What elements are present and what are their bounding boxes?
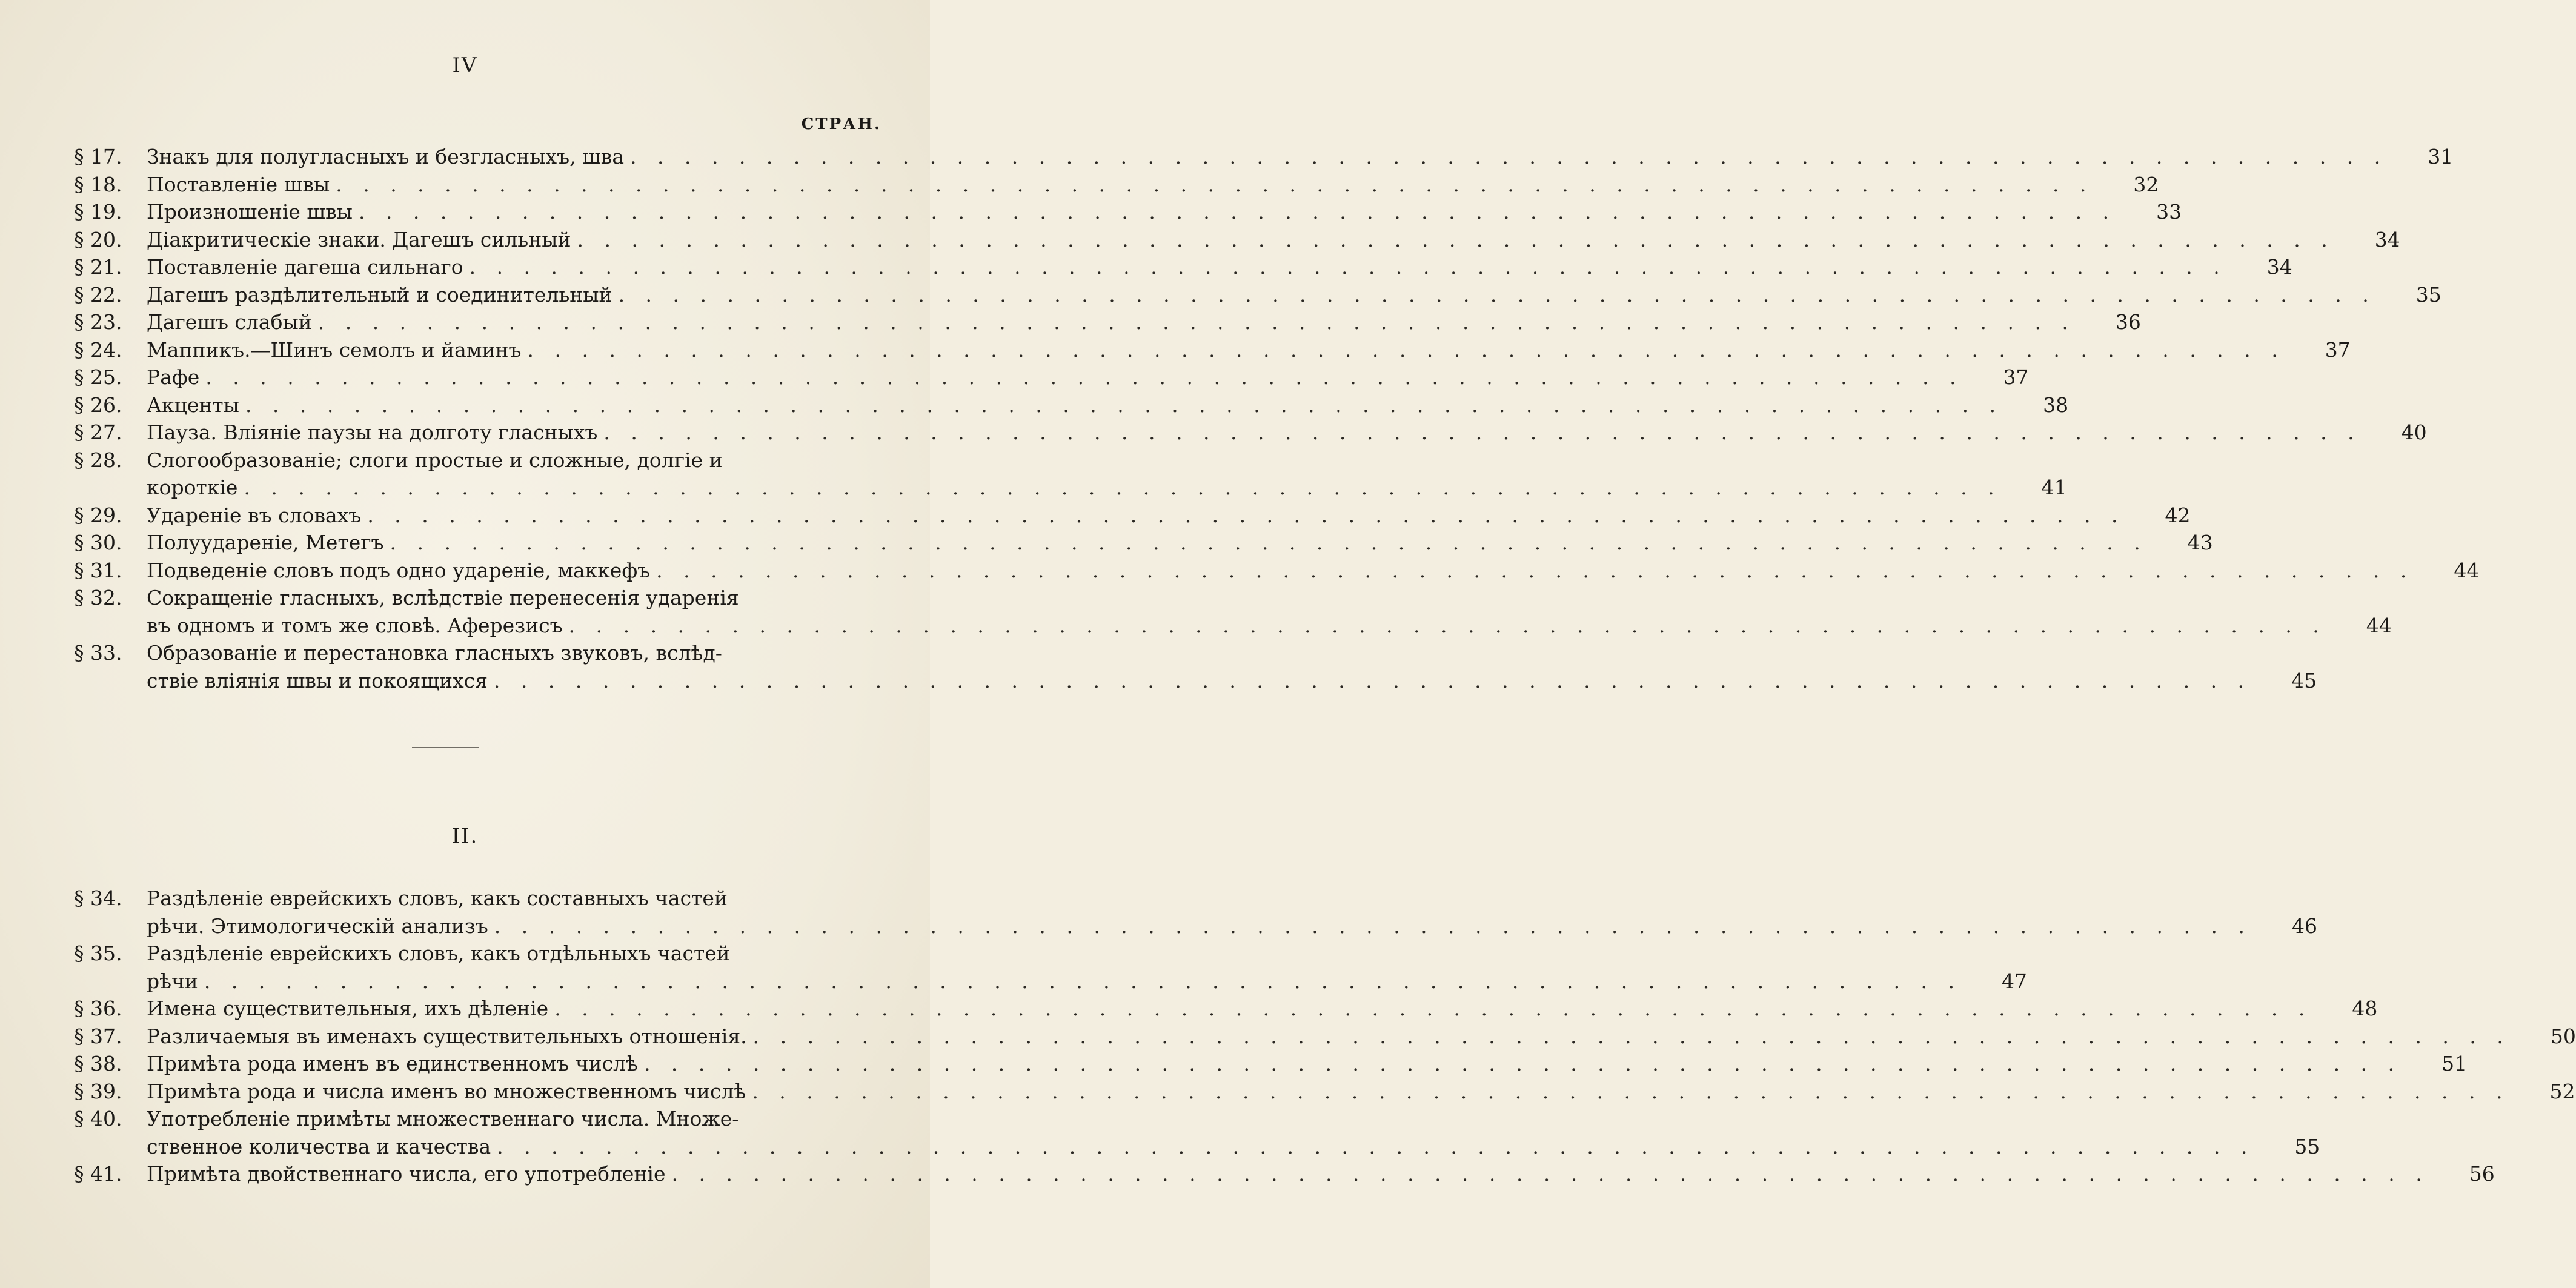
toc-entry-body — [147, 198, 2182, 226]
toc-title-line — [147, 198, 2116, 226]
toc-title-text: рѣчи. Этимологическій анализъ — [147, 914, 488, 938]
toc-title-line — [147, 1023, 2511, 1051]
toc-title-text: Поставленіе дагеша сильнаго — [147, 255, 463, 279]
table-of-contents-part-two — [74, 885, 2576, 1188]
toc-page-number: 47 — [2002, 969, 2028, 993]
toc-title-line — [147, 995, 2312, 1023]
toc-dot-leader — [312, 308, 2076, 336]
toc-page-number: 50 — [2550, 1024, 2576, 1048]
toc-page-number: 31 — [2428, 145, 2454, 168]
toc-section-number: § 37. — [74, 1024, 122, 1048]
toc-entry-body — [147, 584, 2392, 639]
toc-dot-leader — [522, 336, 2285, 364]
toc-entry-body — [147, 557, 2479, 585]
toc-entry-body — [147, 1105, 2320, 1160]
toc-title-line — [147, 667, 2251, 695]
toc-title-line — [147, 281, 2376, 309]
toc-dot-leader — [384, 529, 2148, 557]
toc-page-number: 33 — [2156, 200, 2182, 224]
part-number: II. — [451, 824, 479, 848]
toc-entry — [74, 419, 2427, 446]
toc-title-text: Полуудареніе, Метегъ — [147, 531, 384, 554]
toc-title-text: Діакритическіе знаки. Дагешъ сильный — [147, 227, 571, 251]
toc-page-number: 48 — [2352, 997, 2378, 1020]
toc-entry-body — [147, 446, 2067, 502]
table-of-contents-part-one — [74, 143, 2480, 694]
toc-page-number: 46 — [2291, 914, 2317, 938]
toc-page-number: 37 — [2003, 365, 2029, 389]
toc-title-line — [147, 502, 2125, 529]
toc-title-text: Пауза. Вліяніе паузы на долготу гласныхъ — [147, 420, 598, 444]
toc-entry — [74, 502, 2191, 529]
toc-section-number: § 27. — [74, 420, 122, 444]
toc-title-line — [147, 612, 2326, 640]
page-number: IV — [452, 53, 478, 78]
toc-dot-leader — [746, 1078, 2509, 1106]
toc-title-line — [147, 363, 1963, 391]
toc-entry — [74, 1050, 2468, 1078]
toc-dot-leader — [548, 995, 2312, 1023]
toc-entry-body — [147, 995, 2377, 1023]
toc-title-line — [147, 968, 1962, 995]
toc-entry-body — [147, 171, 2159, 199]
toc-section-number: § 19. — [74, 200, 122, 224]
toc-dot-leader — [361, 502, 2125, 529]
toc-title-line — [147, 529, 2148, 557]
toc-dot-leader — [650, 557, 2414, 585]
toc-section-number: § 35. — [74, 941, 122, 965]
toc-title-text: Имена существительныя, ихъ дѣленіе — [147, 997, 549, 1020]
toc-dot-leader — [563, 612, 2326, 640]
toc-entry — [74, 639, 2317, 694]
toc-dot-leader — [488, 912, 2252, 940]
toc-page-number: 42 — [2165, 503, 2191, 527]
toc-title-text: короткіе — [147, 476, 238, 499]
toc-dot-leader — [571, 226, 2335, 254]
toc-entry-body — [147, 1160, 2495, 1188]
toc-title-text: Слогообразованіе; слоги простые и сложные, долгіе и — [147, 448, 723, 472]
toc-title-text: Произношеніе швы — [147, 200, 353, 224]
toc-title-line — [147, 253, 2227, 281]
toc-entry-body — [147, 419, 2427, 446]
toc-title-text: Рафе — [147, 365, 200, 389]
toc-page-number: 56 — [2469, 1162, 2495, 1186]
toc-section-number: § 40. — [74, 1107, 122, 1130]
toc-page-number: 34 — [2266, 255, 2292, 279]
toc-title-line — [147, 336, 2285, 364]
toc-title-line — [147, 1050, 2402, 1078]
toc-title-line — [147, 1160, 2429, 1188]
toc-page-number: 43 — [2187, 531, 2213, 554]
toc-section-number: § 30. — [74, 531, 122, 554]
toc-entry — [74, 336, 2351, 364]
toc-dot-leader — [237, 474, 2001, 502]
toc-page-number: 44 — [2366, 613, 2392, 637]
toc-title-line — [147, 143, 2388, 171]
toc-entry — [74, 171, 2159, 199]
toc-section-number: § 17. — [74, 145, 122, 168]
toc-title-line — [147, 1105, 2254, 1133]
toc-dot-leader — [330, 171, 2093, 199]
toc-page-number: 40 — [2401, 420, 2427, 444]
toc-dot-leader — [612, 281, 2376, 309]
toc-title-text: Раздѣленіе еврейскихъ словъ, какъ отдѣльныхъ частей — [147, 941, 730, 965]
toc-dot-leader — [491, 1133, 2254, 1161]
toc-title-text: Акценты — [147, 393, 239, 417]
toc-section-number: § 21. — [74, 255, 122, 279]
toc-entry — [74, 143, 2454, 171]
toc-entry-body — [147, 281, 2442, 309]
toc-entry — [74, 529, 2213, 557]
toc-title-text: Дагешъ слабый — [147, 310, 312, 334]
toc-title-text: Поставленіе швы — [147, 172, 330, 196]
toc-entry — [74, 281, 2442, 309]
toc-entry — [74, 308, 2141, 336]
toc-title-text: Маппикъ.—Шинъ семолъ и йаминъ — [147, 337, 522, 362]
toc-page-number: 51 — [2442, 1052, 2468, 1075]
toc-title-text: Примѣта рода именъ въ единственномъ числѣ — [147, 1052, 638, 1075]
toc-entry-body — [147, 253, 2292, 281]
toc-entry-body — [147, 1078, 2575, 1106]
toc-entry-body — [147, 363, 2028, 391]
toc-section-number: § 26. — [74, 393, 122, 417]
toc-dot-leader — [488, 667, 2251, 695]
toc-section-number: § 34. — [74, 886, 122, 910]
toc-entry — [74, 1160, 2495, 1188]
toc-title-line — [147, 557, 2414, 585]
toc-title-line — [147, 940, 1962, 968]
toc-section-number: § 31. — [74, 558, 122, 582]
toc-entry-body — [147, 529, 2213, 557]
toc-title-line — [147, 474, 2002, 502]
toc-page-number: 52 — [2549, 1079, 2575, 1103]
toc-dot-leader — [597, 419, 2361, 446]
toc-page-number: 38 — [2043, 393, 2069, 417]
toc-title-line — [147, 584, 2326, 612]
toc-section-number: § 29. — [74, 503, 122, 527]
toc-entry — [74, 584, 2392, 639]
toc-title-line — [147, 308, 2076, 336]
toc-dot-leader — [239, 391, 2003, 419]
toc-entry — [74, 363, 2029, 391]
toc-section-number: § 24. — [74, 337, 122, 362]
toc-title-text: Подведеніе словъ подъ одно удареніе, маккефъ — [147, 558, 651, 582]
toc-entry — [74, 557, 2480, 585]
toc-title-text: Раздѣленіе еврейскихъ словъ, какъ составныхъ частей — [147, 886, 728, 910]
toc-section-number: § 25. — [74, 365, 122, 389]
toc-entry — [74, 885, 2317, 940]
toc-section-number: § 32. — [74, 586, 122, 609]
toc-section-number: § 38. — [74, 1052, 122, 1075]
toc-page-number: 37 — [2325, 337, 2351, 362]
toc-entry-body — [147, 308, 2141, 336]
toc-dot-leader — [666, 1160, 2429, 1188]
toc-title-line — [147, 171, 2093, 199]
toc-title-text: Удареніе въ словахъ — [147, 503, 362, 527]
toc-title-text: Примѣта рода и числа именъ во множественномъ числѣ — [147, 1079, 746, 1103]
toc-page-number: 35 — [2415, 282, 2442, 307]
toc-entry-body — [147, 391, 2068, 419]
toc-entry — [74, 1078, 2575, 1106]
toc-entry — [74, 391, 2069, 419]
toc-title-line — [147, 1133, 2254, 1161]
toc-section-number: § 28. — [74, 448, 122, 472]
toc-dot-leader — [199, 363, 1963, 391]
toc-entry — [74, 253, 2292, 281]
toc-title-text: въ одномъ и томъ же словѣ. Аферезисъ — [147, 613, 563, 637]
toc-section-number: § 41. — [74, 1162, 122, 1186]
toc-entry-body — [147, 143, 2453, 171]
toc-title-line — [147, 446, 2002, 474]
toc-section-number: § 20. — [74, 227, 122, 251]
toc-section-number: § 22. — [74, 282, 122, 307]
toc-section-number: § 36. — [74, 997, 122, 1020]
toc-page-number: 55 — [2294, 1134, 2320, 1158]
toc-page-number: 45 — [2291, 668, 2317, 692]
toc-entry — [74, 995, 2378, 1023]
toc-page-number: 44 — [2454, 558, 2480, 582]
toc-dot-leader — [198, 968, 1962, 995]
toc-dot-leader — [624, 143, 2388, 171]
toc-entry — [74, 1023, 2576, 1051]
toc-title-line — [147, 885, 2252, 912]
toc-title-text: рѣчи — [147, 969, 198, 993]
toc-title-line — [147, 391, 2003, 419]
toc-title-text: Употребленіе примѣты множественнаго числа. Множе- — [147, 1107, 739, 1130]
toc-title-line — [147, 912, 2252, 940]
toc-page-number: 32 — [2133, 172, 2159, 196]
toc-title-text: Сокращеніе гласныхъ, вслѣдствіе перенесенія ударенія — [147, 586, 739, 609]
toc-entry — [74, 940, 2028, 995]
toc-entry — [74, 446, 2067, 502]
toc-entry — [74, 226, 2400, 254]
toc-title-text: Знакъ для полугласныхъ и безгласныхъ, шва — [147, 145, 625, 168]
toc-section-number: § 39. — [74, 1079, 122, 1103]
section-divider-rule — [412, 747, 479, 748]
toc-page-number: 41 — [2041, 476, 2067, 499]
toc-entry-body — [147, 940, 2027, 995]
toc-title-line — [147, 226, 2335, 254]
toc-title-text: ственное количества и качества — [147, 1134, 491, 1158]
toc-entry-body — [147, 502, 2191, 529]
toc-title-line — [147, 419, 2362, 446]
toc-title-text: Образованіе и перестановка гласныхъ звуковъ, вслѣд- — [147, 641, 722, 665]
toc-entry-body — [147, 1050, 2467, 1078]
toc-title-text: ствіе вліянія швы и покоящихся — [147, 668, 488, 692]
toc-dot-leader — [353, 198, 2116, 226]
toc-section-number: § 33. — [74, 641, 122, 665]
toc-title-text: Различаемыя въ именахъ существительныхъ отношенія. — [147, 1024, 747, 1048]
toc-entry-body — [147, 226, 2400, 254]
toc-section-number: § 23. — [74, 310, 122, 334]
toc-title-line — [147, 1078, 2510, 1106]
toc-page-number: 36 — [2115, 310, 2141, 334]
toc-title-text: Дагешъ раздѣлительный и соединительный — [147, 282, 612, 307]
toc-entry-body — [147, 1023, 2576, 1051]
toc-entry-body — [147, 336, 2351, 364]
toc-page-number: 34 — [2374, 227, 2400, 251]
toc-dot-leader — [463, 253, 2227, 281]
page-column-header: СТРАН. — [801, 115, 881, 133]
toc-title-text: Примѣта двойственнаго числа, его употребленіе — [147, 1162, 666, 1186]
toc-entry — [74, 198, 2182, 226]
toc-entry-body — [147, 639, 2317, 694]
toc-entry — [74, 1105, 2320, 1160]
toc-dot-leader — [638, 1050, 2402, 1078]
toc-title-line — [147, 639, 2251, 667]
toc-dot-leader — [747, 1023, 2511, 1051]
toc-entry-body — [147, 885, 2317, 940]
toc-section-number: § 18. — [74, 172, 122, 196]
